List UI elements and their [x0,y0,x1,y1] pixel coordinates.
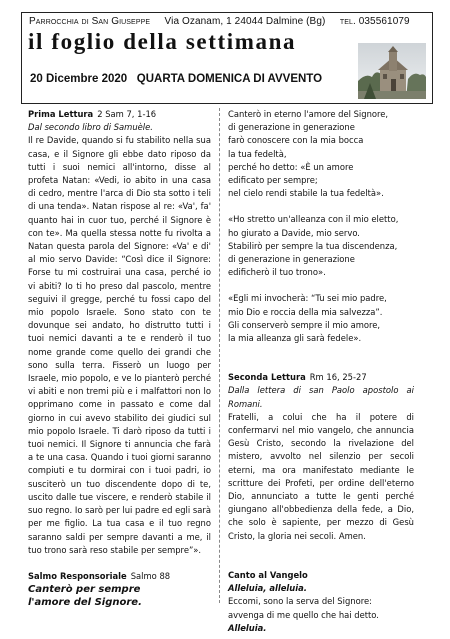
seconda-lettura-text: Fratelli, a colui che ha il potere di confermarvi nel mio vangelo, che annuncia Gesù Cristo, secondo la rivelazione del mistero, avvolto nel silenzio per secoli eterni, ma ora manifestato mediante le scritture dei Profeti, per ordine dell'eterno Dio, annunciato a tutte le genti perché giungano all'obbedienza della fede, a Dio, che solo è sapiente, per mezzo di Gesù Cristo, la gloria nei secoli. Amen. [228,411,414,541]
bulletin-title: il foglio della settimana [28,29,297,54]
salmo-antifona-2: l'amore del Signore. [28,597,142,609]
canto-line-1: Eccomi, sono la serva del Signore: [228,596,372,607]
prima-lettura-ref: 2 Sam 7, 1-16 [97,109,157,119]
spacer [228,345,414,371]
parish-name: Parrocchia di San Giuseppe [29,16,151,27]
seconda-lettura-title: Seconda Lettura [228,372,306,383]
salmo-line: ho giurato a Davide, mio servo. [228,227,360,238]
salmo-line: «Ho stretto un'alleanza con il mio eletto, [228,214,399,225]
salmo-line: mio Dio e roccia della mia salvezza”. [228,306,383,317]
right-column [228,108,414,635]
salmo-line: la mia alleanza gli sarà fedele». [228,333,362,344]
salmo-line: farò conoscere con la mia bocca [228,135,364,146]
salmo-strofa [228,213,414,279]
prima-lettura-source: Dal secondo libro di Samuèle. [28,122,153,133]
spacer [228,200,414,213]
salmo-line: edificato per sempre; [228,175,318,186]
salmo-line: Stabilirò per sempre la tua discendenza, [228,240,398,251]
spacer [228,543,414,569]
canto-line-2: avvenga di me quello che hai detto. [228,609,379,620]
seconda-lettura-source: Dalla lettera di san Paolo apostolo ai Romani. [228,385,414,409]
prima-lettura-heading [28,108,211,121]
spacer [28,557,211,570]
bulletin-date: 20 Dicembre 2020 [30,73,128,85]
prima-lettura-text: Il re Davide, quando si fu stabilito nella sua casa, e il Signore gli ebbe dato riposo da tutti i suoi nemici all'intorno, disse al profeta Natan: «Vedi, io abito in una casa di cedro, mentre l'arca di Dio sta sotto i teli di una tenda». Natan rispose al re: «Va', fa' quanto hai in cuor tuo, perché il Signore è con te». Ma quella stessa notte fu rivolta a Natan questa parola del Signore: «Va' e di' al mio servo Davide: “Così dice il Signore: Forse tu mi costruirai una casa, perché io vi abiti? Io ti ho preso dal pascolo, mentre seguivi il gregge, perché tu fossi capo del mio popolo Israele. Sono stato con te dovunque sei andato, ho distrutto tutti i tuoi nemici davanti a te e renderò il tuo nome grande come quello dei grandi che sono sulla terra. Fisserò un luogo per Israele, mio popolo, e ve lo pianterò perché vi abiti e non tremi più e i malfattori non lo opprimano come in passato e come dal giorno in cui avevo stabilito dei giudici sul mio popolo Israele. Ti darò riposo da tutti i tuoi nemici. Il Signore ti annuncia che farà a te una casa. Quando i tuoi giorni saranno compiuti e tu dormirai con i tuoi padri, io susciterò un tuo discendente dopo di te, uscito dalle tue viscere, e renderò stabile il suo regno. Io sarò per lui padre ed egli sarà per me figlio. La tua casa e il tuo regno saranno saldi per sempre davanti a me, il tuo trono sarà reso stabile per sempre”». [28,135,211,555]
column-divider [219,108,220,603]
bulletin-header [21,12,433,104]
seconda-lettura-heading [228,371,414,384]
bulletin-date-line [30,73,322,85]
salmo-strofa [228,292,414,345]
spacer [228,279,414,292]
salmo-ref: Salmo 88 [130,570,171,581]
salmo-antifona-1: Canterò per sempre [28,584,141,596]
salmo-line: Gli conserverò sempre il mio amore, [228,319,381,330]
salmo-line: nel cielo rendi stabile la tua fedeltà». [228,188,384,199]
parish-address: Via Ozanam, 1 24044 Dalmine (Bg) [164,16,326,27]
salmo-heading [28,570,211,583]
canto-alleluia-2: Alleluia. [228,622,267,633]
parish-info-line [29,16,410,27]
salmo-line: la tua fedeltà, [228,148,287,159]
salmo-line: di generazione in generazione [228,122,355,133]
church-photo-icon [358,43,426,99]
salmo-line: Canterò in eterno l'amore del Signore, [228,109,389,119]
salmo-line: di generazione in generazione [228,254,355,265]
left-column [28,108,211,609]
canto-heading: Canto al Vangelo [228,569,308,580]
salmo-strofa [228,108,414,200]
salmo-line: perché ho detto: «È un amore [228,161,354,172]
salmo-title: Salmo Responsoriale [28,570,127,581]
canto-alleluia-1: Alleluia, alleluia. [228,583,307,594]
seconda-lettura-ref: Rm 16, 25-27 [309,372,367,383]
salmo-line: «Egli mi invocherà: “Tu sei mio padre, [228,293,387,304]
salmo-line: edificherò il tuo trono». [228,267,326,278]
parish-phone: tel. 035561079 [339,16,410,27]
liturgy-title: QUARTA DOMENICA DI AVVENTO [136,73,323,85]
prima-lettura-title: Prima Lettura [28,109,94,119]
